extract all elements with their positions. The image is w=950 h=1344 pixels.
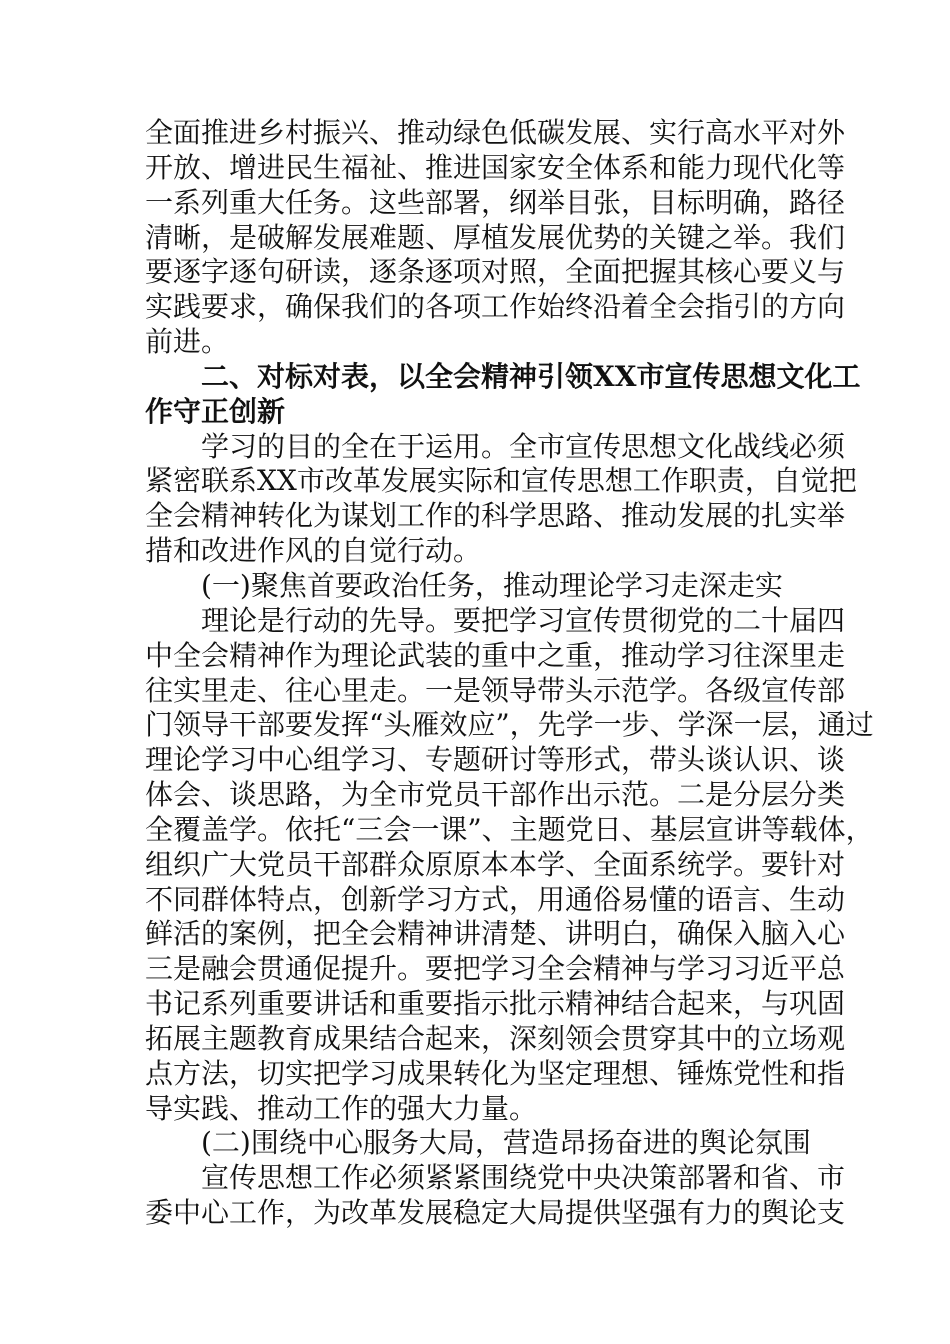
text-line: 一系列重大任务。这些部署，纲举目张，目标明确，路径 <box>145 185 846 219</box>
text-line: 全面推进乡村振兴、推动绿色低碳发展、实行高水平对外 <box>145 116 846 149</box>
text-line: 组织广大党员干部群众原原本本学、全面系统学。要针对 <box>145 847 846 881</box>
text-line: 导实践、推动工作的强大力量。 <box>145 1091 538 1125</box>
document-page <box>145 116 874 1231</box>
text-line: 全覆盖学。依托“三会一课”、主题党日、基层宣讲等载体， <box>145 812 874 846</box>
text-line: 宣传思想工作必须紧紧围绕党中央决策部署和省、市 <box>201 1161 846 1195</box>
text-line: 不同群体特点，创新学习方式，用通俗易懂的语言、生动 <box>145 882 846 916</box>
text-line: 体会、谈思路，为全市党员干部作出示范。二是分层分类 <box>145 778 846 812</box>
text-line: 理论学习中心组学习、专题研讨等形式，带头谈认识、谈 <box>145 743 846 777</box>
text-line: 学习的目的全在于运用。全市宣传思想文化战线必须 <box>201 429 846 463</box>
text-line: 门领导干部要发挥“头雁效应”，先学一步、学深一层，通过 <box>145 708 874 742</box>
text-line: 鲜活的案例，把全会精神讲清楚、讲明白，确保入脑入心 <box>145 917 846 951</box>
subsection-heading: (二)围绕中心服务大局，营造昂扬奋进的舆论氛围 <box>201 1126 811 1160</box>
text-line: 往实里走、往心里走。一是领导带头示范学。各级宣传部 <box>145 673 846 707</box>
text-line: 委中心工作，为改革发展稳定大局提供坚强有力的舆论支 <box>145 1196 846 1230</box>
section-heading: 作守正创新 <box>145 394 286 428</box>
text-line: 拓展主题教育成果结合起来，深刻领会贯穿其中的立场观 <box>145 1021 846 1055</box>
text-line: 紧密联系XX市改革发展实际和宣传思想工作职责，自觉把 <box>145 464 857 498</box>
text-line: 开放、增进民生福祉、推进国家安全体系和能力现代化等 <box>145 150 846 184</box>
text-line: 措和改进作风的自觉行动。 <box>145 534 482 568</box>
text-line: 前进。 <box>145 325 230 359</box>
text-line: 三是融会贯通促提升。要把学习全会精神与学习习近平总 <box>145 952 846 986</box>
text-line: 实践要求，确保我们的各项工作始终沿着全会指引的方向 <box>145 290 846 324</box>
text-line: 清晰，是破解发展难题、厚植发展优势的关键之举。我们 <box>145 220 846 254</box>
text-line: 全会精神转化为谋划工作的科学思路、推动发展的扎实举 <box>145 499 846 533</box>
text-line: 书记系列重要讲话和重要指示批示精神结合起来，与巩固 <box>145 987 846 1021</box>
text-line: 要逐字逐句研读，逐条逐项对照，全面把握其核心要义与 <box>145 255 846 289</box>
text-line: 点方法，切实把学习成果转化为坚定理想、锤炼党性和指 <box>145 1056 846 1090</box>
text-line: 中全会精神作为理论武装的重中之重，推动学习往深里走 <box>145 638 846 672</box>
section-heading: 二、对标对表，以全会精神引领XX市宣传思想文化工 <box>201 359 861 393</box>
text-line: 理论是行动的先导。要把学习宣传贯彻党的二十届四 <box>201 603 846 637</box>
subsection-heading: (一)聚焦首要政治任务，推动理论学习走深走实 <box>201 568 783 602</box>
